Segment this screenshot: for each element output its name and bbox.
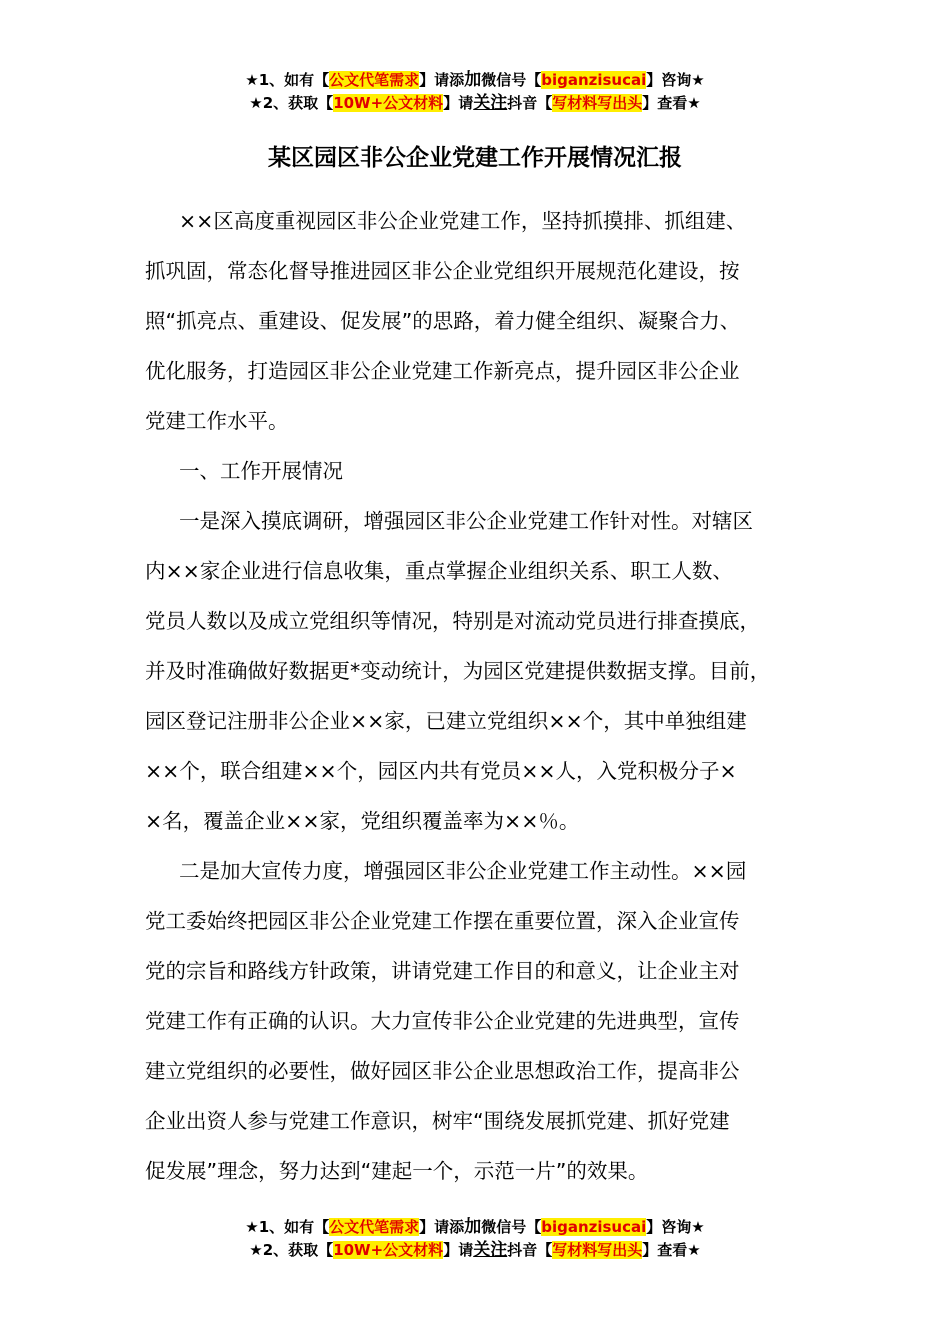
promo-text: 】咨询★ bbox=[646, 71, 705, 89]
paragraph-line: 党建工作有正确的认识。大力宣传非公企业党建的先进典型，宣传 bbox=[145, 1009, 740, 1033]
promo-text: ★1、如有【 bbox=[245, 71, 330, 89]
promo-text: 微信号【 bbox=[481, 71, 542, 89]
paragraph-line: 党员人数以及成立党组织等情况，特别是对流动党员进行排查摸底， bbox=[145, 609, 760, 633]
paragraph-line: 园区登记注册非公企业××家，已建立党组织××个，其中单独组建 bbox=[145, 709, 747, 733]
promo-line-2 bbox=[0, 1239, 950, 1262]
paragraph-line: 党的宗旨和路线方针政策，讲请党建工作目的和意义，让企业主对 bbox=[145, 959, 740, 983]
promo-text: 加 bbox=[464, 70, 482, 90]
wechat-id-highlight: biganzisucai bbox=[541, 1218, 647, 1236]
promo-text: 】查看★ bbox=[642, 1241, 701, 1259]
promo-text: 抖音【 bbox=[507, 94, 553, 112]
paragraph-line: 促发展”理念，努力达到“建起一个，示范一片”的效果。 bbox=[145, 1159, 649, 1183]
douyin-account-highlight: 写材料写出头 bbox=[552, 1241, 643, 1259]
paragraph-line: ×名，覆盖企业××家，党组织覆盖率为××％。 bbox=[145, 809, 580, 833]
document-body bbox=[145, 196, 831, 1196]
promo-text: 微信号【 bbox=[481, 1218, 542, 1236]
paragraph-line: 建立党组织的必要性，做好园区非公企业思想政治工作，提高非公 bbox=[145, 1059, 740, 1083]
paragraph-line: 并及时准确做好数据更*变动统计，为园区党建提供数据支撑。目前， bbox=[145, 659, 771, 683]
wechat-id-highlight: biganzisucai bbox=[541, 71, 647, 89]
paragraph-line: 党建工作水平。 bbox=[145, 409, 289, 433]
paragraph-line: 党工委始终把园区非公企业党建工作摆在重要位置，深入企业宣传 bbox=[145, 909, 740, 933]
paragraph-line: 企业出资人参与党建工作意识，树牢“围绕发展抓党建、抓好党建 bbox=[145, 1109, 730, 1133]
promo-highlight: 公文代笔需求 bbox=[329, 71, 420, 89]
promo-text: 关注 bbox=[473, 1240, 508, 1260]
promo-header bbox=[0, 69, 950, 115]
douyin-account-highlight: 写材料写出头 bbox=[552, 94, 643, 112]
promo-text: 抖音【 bbox=[507, 1241, 553, 1259]
promo-highlight: 10W+公文材料 bbox=[333, 1241, 444, 1259]
promo-footer bbox=[0, 1216, 950, 1262]
promo-text: ★2、获取【 bbox=[249, 94, 334, 112]
promo-highlight: 10W+公文材料 bbox=[333, 94, 444, 112]
promo-text: ★1、如有【 bbox=[245, 1218, 330, 1236]
document-title: 某区园区非公企业党建工作开展情况汇报 bbox=[268, 145, 682, 171]
paragraph-line: 二是加大宣传力度，增强园区非公企业党建工作主动性。××园 bbox=[179, 859, 747, 883]
promo-text: 关注 bbox=[473, 93, 508, 113]
promo-text: 】查看★ bbox=[642, 94, 701, 112]
paragraph-line: 抓巩固，常态化督导推进园区非公企业党组织开展规范化建设，按 bbox=[145, 259, 740, 283]
promo-line-1 bbox=[0, 69, 950, 92]
paragraph-line: 优化服务，打造园区非公企业党建工作新亮点，提升园区非公企业 bbox=[145, 359, 740, 383]
promo-text: ★2、获取【 bbox=[249, 1241, 334, 1259]
promo-text: 加 bbox=[464, 1217, 482, 1237]
section-heading: 一、工作开展情况 bbox=[179, 459, 343, 483]
paragraph-line: ××区高度重视园区非公企业党建工作，坚持抓摸排、抓组建、 bbox=[179, 209, 747, 233]
promo-text: 】请 bbox=[443, 94, 474, 112]
paragraph-line: 照“抓亮点、重建设、促发展”的思路，着力健全组织、凝聚合力、 bbox=[145, 309, 741, 333]
promo-line-1 bbox=[0, 1216, 950, 1239]
promo-text: 】咨询★ bbox=[646, 1218, 705, 1236]
paragraph-line: 内××家企业进行信息收集，重点掌握企业组织关系、职工人数、 bbox=[145, 559, 733, 583]
paragraph-line: 一是深入摸底调研，增强园区非公企业党建工作针对性。对辖区 bbox=[179, 509, 753, 533]
paragraph-line: ××个，联合组建××个，园区内共有党员××人，入党积极分子× bbox=[145, 759, 737, 783]
promo-line-2 bbox=[0, 92, 950, 115]
promo-highlight: 公文代笔需求 bbox=[329, 1218, 420, 1236]
promo-text: 】请添 bbox=[419, 71, 465, 89]
promo-text: 】请 bbox=[443, 1241, 474, 1259]
promo-text: 】请添 bbox=[419, 1218, 465, 1236]
